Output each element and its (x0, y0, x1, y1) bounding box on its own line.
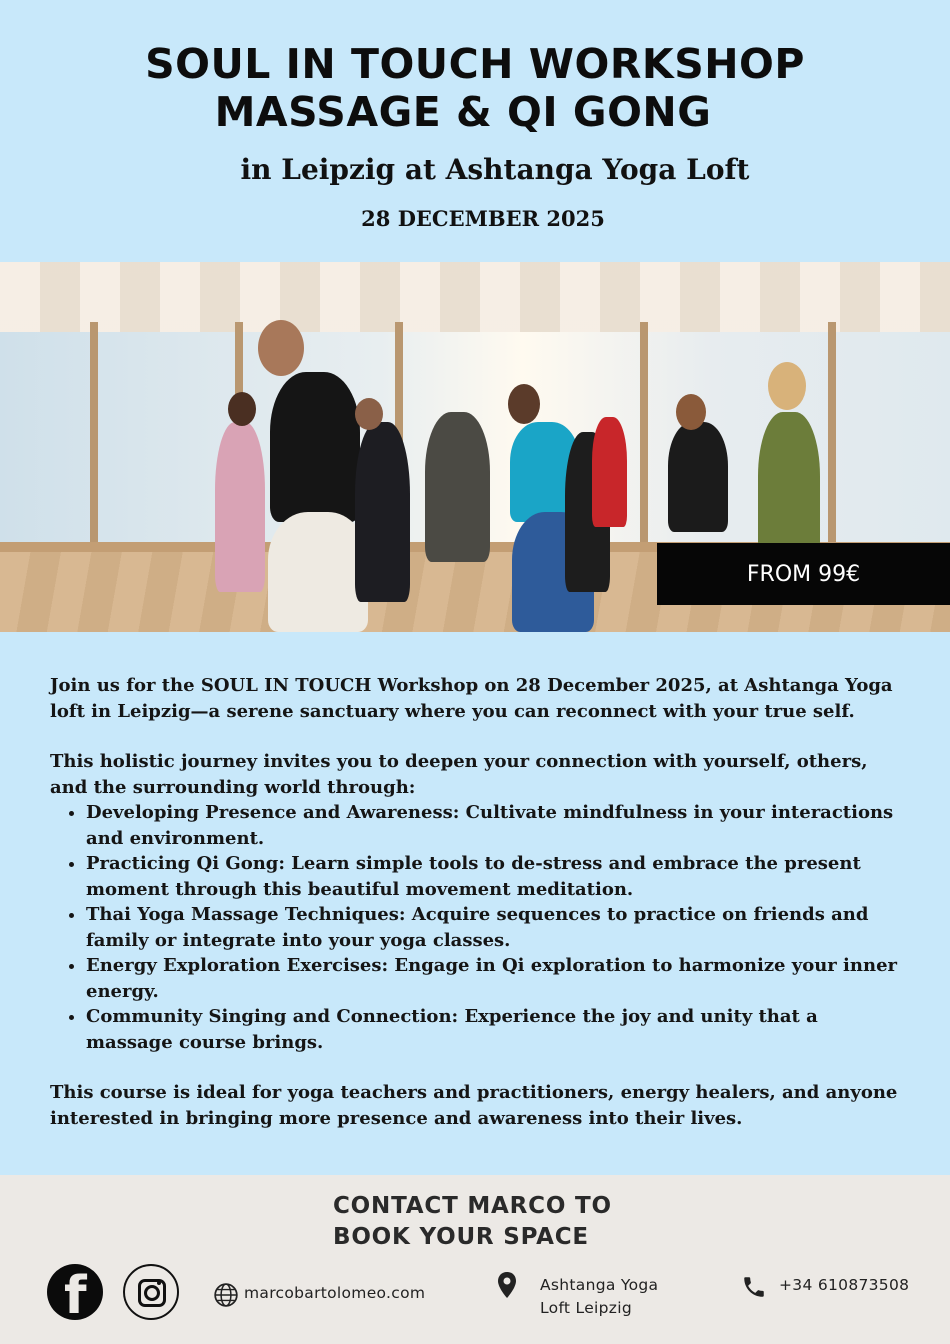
instagram-icon[interactable] (123, 1264, 179, 1320)
header (0, 0, 950, 262)
window-frame (828, 322, 836, 547)
person-head (768, 362, 806, 410)
call-to-action (333, 1191, 612, 1253)
location-line-1: Ashtanga Yoga (540, 1276, 659, 1294)
event-date: 28 DECEMBER 2025 (361, 206, 605, 231)
list-item: • Developing Presence and Awareness: Cultivate mindfulness in your interactions and environment. (86, 800, 900, 851)
person-head (508, 384, 540, 424)
description (50, 673, 900, 1131)
person-head (676, 394, 706, 430)
facebook-icon[interactable]: f (47, 1264, 103, 1320)
list-item: • Energy Exploration Exercises: Engage in Qi exploration to harmonize your inner energy. (86, 953, 900, 1004)
subtitle: in Leipzig at Ashtanga Yoga Loft (240, 153, 750, 186)
title-line-1: SOUL IN TOUCH WORKSHOP (145, 40, 805, 88)
list-item: • Community Singing and Connection: Experience the joy and unity that a massage course brings. (86, 1004, 900, 1055)
window-frame (90, 322, 98, 547)
person (425, 412, 490, 562)
person (268, 512, 368, 632)
person (355, 422, 410, 602)
person (270, 372, 360, 522)
canopy-drapes (0, 262, 950, 332)
closing-paragraph: This course is ideal for yoga teachers and practitioners, energy healers, and anyone interested in bringing more presence and awareness into their lives. (50, 1082, 898, 1129)
list-item: • Thai Yoga Massage Techniques: Acquire sequences to practice on friends and family or integrate into your yoga classes. (86, 902, 900, 953)
intro-paragraph: Join us for the SOUL IN TOUCH Workshop on 28 December 2025, at Ashtanga Yoga loft in Leipzig—a serene sanctuary where you can reconnect with your true self. (50, 675, 893, 722)
person (668, 422, 728, 532)
location-text (540, 1274, 658, 1320)
price-badge: FROM 99€ (657, 543, 950, 605)
phone-icon (741, 1274, 767, 1300)
phone-number[interactable]: +34 610873508 (779, 1276, 910, 1294)
website-link[interactable]: marcobartolomeo.com (244, 1284, 426, 1302)
cta-line-2: BOOK YOUR SPACE (333, 1224, 589, 1250)
globe-icon (213, 1282, 239, 1308)
title-line-2: MASSAGE & QI GONG (214, 88, 712, 136)
person-head (258, 320, 304, 376)
list-item: • Practicing Qi Gong: Learn simple tools to de-stress and embrace the present moment through this beautiful movement meditation. (86, 851, 900, 902)
person-head (355, 398, 383, 430)
benefits-list (50, 800, 900, 1055)
person-head (228, 392, 256, 426)
lead-paragraph: This holistic journey invites you to deepen your connection with yourself, others, and the surrounding world through: (50, 751, 868, 798)
person (215, 422, 265, 592)
location-pin-icon (495, 1270, 519, 1302)
location-line-2: Loft Leipzig (540, 1299, 632, 1317)
window-frame (640, 322, 648, 547)
cta-line-1: CONTACT MARCO TO (333, 1193, 612, 1219)
person (592, 417, 627, 527)
